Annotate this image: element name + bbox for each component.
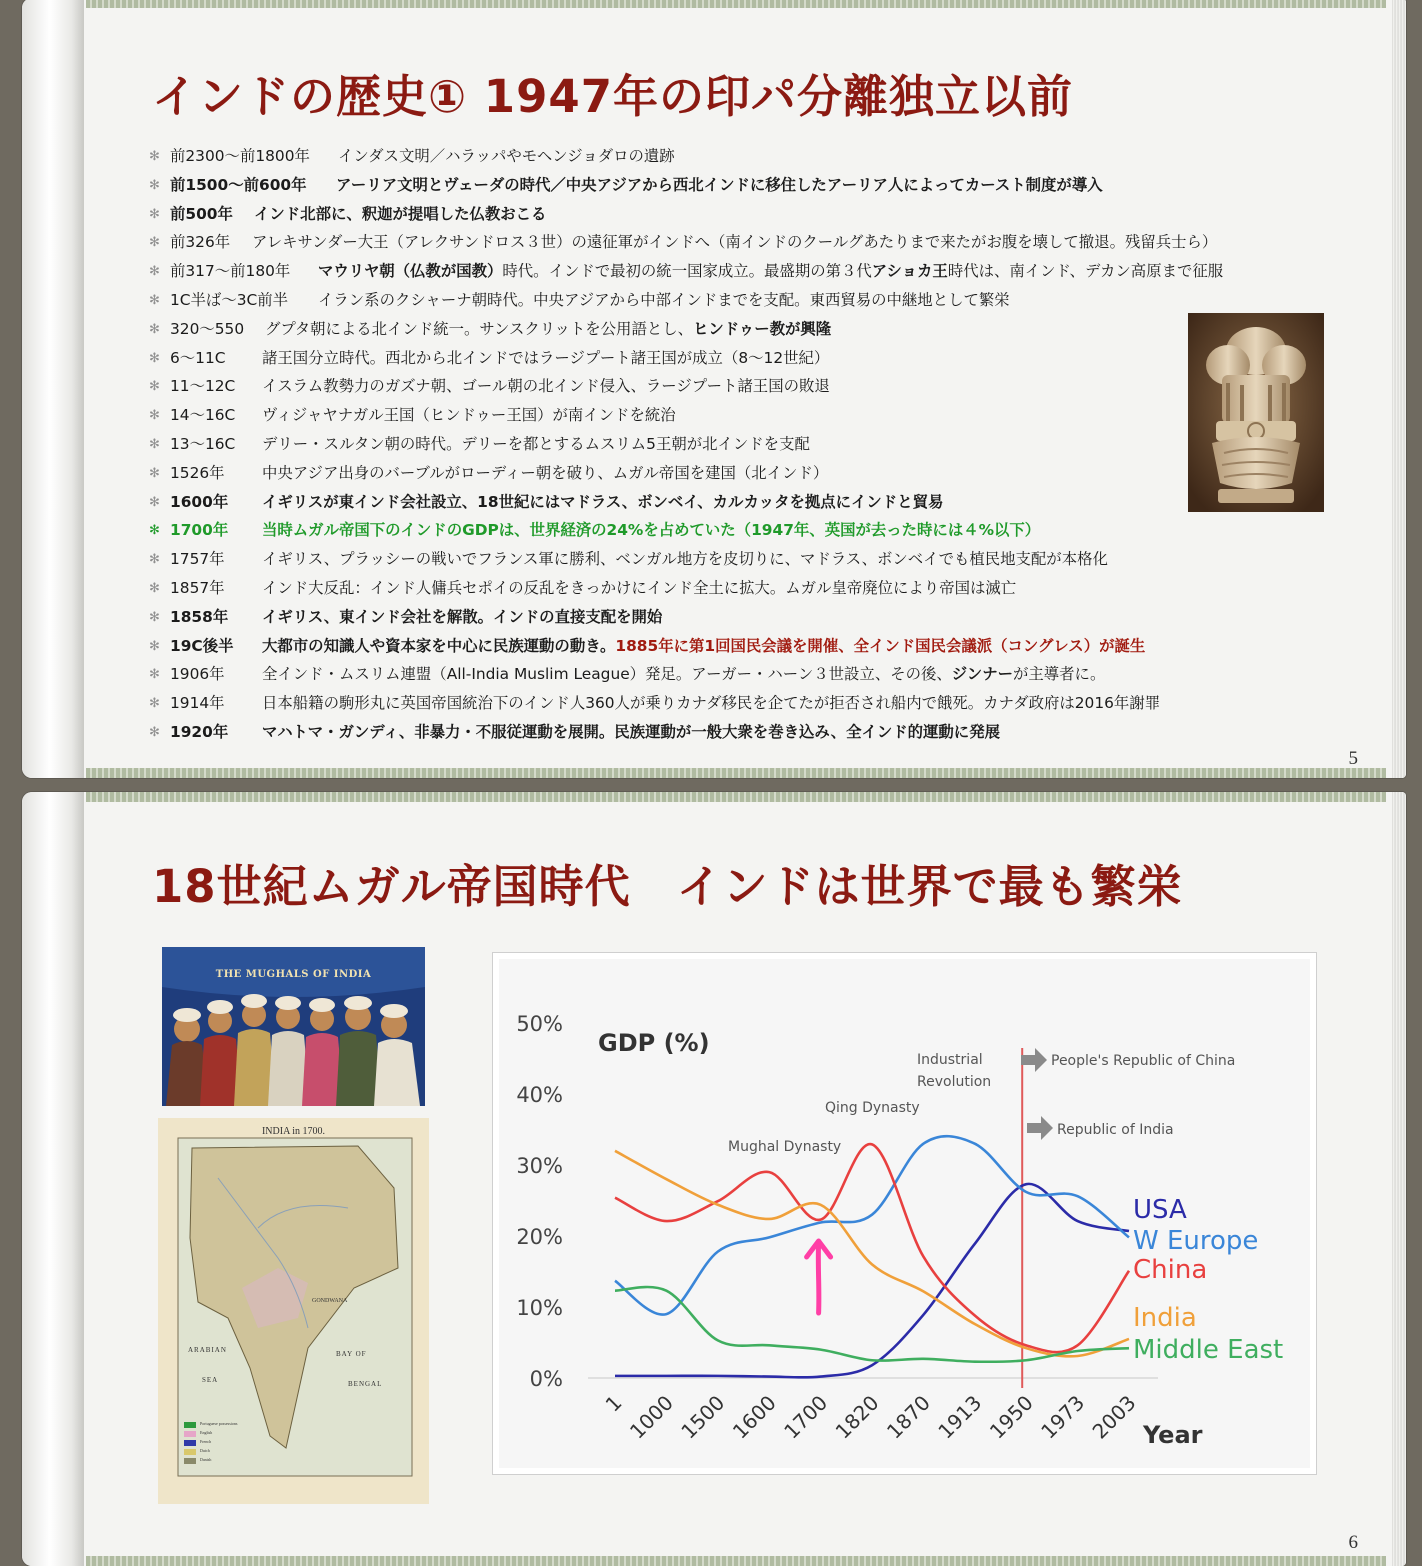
map-legend-item: Dutch [200, 1448, 210, 1453]
bullet-icon: ✻ [149, 609, 160, 625]
bullet-icon: ✻ [149, 724, 160, 740]
page-stitch [86, 792, 1386, 802]
timeline-item: ✻ 1906年 全インド・ムスリム連盟（All-India Muslim League）発足。アーガー・ハーン３世設立、その後、 ジンナー が主導者に。 [149, 665, 1106, 684]
timeline-item: ✻ 320～550 グプタ朝による北インド統一。サンスクリットを公用語とし、 ヒンドゥー教が興隆 [149, 319, 832, 338]
ashoka-lion-capital-photo [1188, 313, 1324, 512]
legend-label: China [1133, 1255, 1208, 1285]
y-tick-label: 20% [516, 1225, 563, 1249]
annotation-label: Qing Dynasty [825, 1100, 920, 1116]
page-number: 6 [1348, 1532, 1358, 1553]
legend-label: W Europe [1133, 1226, 1259, 1256]
annotation-label: Revolution [917, 1074, 992, 1090]
map-title: INDIA in 1700. [261, 1126, 326, 1137]
x-tick-label: 1500 [676, 1390, 730, 1444]
x-tick-label: 1913 [933, 1390, 987, 1444]
legend-label: USA [1133, 1195, 1187, 1225]
timeline-item: ✻ 前317～前180年 マウリヤ朝（仏教が国教） 時代。インドで最初の統一国家成立。最盛期の第３代 アショカ王 時代は、南インド、デカン高原まで征服 [149, 262, 1224, 281]
page-stitch [86, 1556, 1386, 1566]
slide-mughal-era [22, 792, 1406, 1566]
bullet-icon: ✻ [149, 552, 160, 568]
x-tick-label: 1700 [779, 1390, 833, 1444]
timeline-item: ✻ 1920年 マハトマ・ガンディ、非暴力・不服従運動を展開。民族運動が一般大衆を巻き込み、全インド的運動に発展 [149, 722, 1000, 741]
timeline-item: ✻ 13～16C デリー・スルタン朝の時代。デリーを都とするムスリム5王朝が北インドを支配 [149, 434, 810, 453]
timeline-item: ✻ 1914年 日本船籍の駒形丸に英国帝国統治下のインド人360人が乗りカナダ移民を企てたが拒否され船内で餓死。カナダ政府は2016年謝罪 [149, 694, 1161, 713]
map-label: BENGAL [348, 1380, 383, 1388]
x-tick-label: 1600 [727, 1390, 781, 1444]
india-map-illustration [158, 1118, 429, 1504]
bullet-icon: ✻ [149, 436, 160, 452]
image-caption: THE MUGHALS OF INDIA [215, 969, 372, 980]
timeline-item: ✻ 19C後半 大都市の知識人や資本家を中心に民族運動の動き。 1885年に第1回国民会議を開催、全インド国民会議派（コングレス）が誕生 [149, 636, 1146, 655]
bullet-icon: ✻ [149, 494, 160, 510]
bullet-icon: ✻ [149, 321, 160, 337]
y-tick-label: 40% [516, 1083, 563, 1107]
bullet-icon: ✻ [149, 379, 160, 395]
series-line-w-europe [615, 1136, 1129, 1314]
annotation-label: People's Republic of China [1051, 1053, 1236, 1069]
map-label: GONDWANA [312, 1298, 348, 1304]
page-number: 5 [1348, 748, 1358, 769]
bullet-icon: ✻ [149, 667, 160, 683]
timeline-item: ✻ 前500年 インド北部に、釈迦が提唱した仏教おこる [149, 204, 547, 223]
x-axis-label: Year [1143, 1421, 1203, 1449]
x-tick-label: 1820 [830, 1390, 884, 1444]
pink-arrow-icon [807, 1241, 831, 1313]
india-1700-map [158, 1118, 429, 1504]
y-tick-label: 50% [516, 1012, 563, 1036]
x-tick-label: 1000 [624, 1390, 678, 1444]
annotation-label: Industrial [917, 1052, 983, 1068]
slide-title: 18世紀ムガル帝国時代 インドは世界で最も繁栄 [152, 860, 1183, 913]
timeline-item: ✻ 前326年 アレキサンダー大王（アレクサンドロス３世）の遠征軍がインドへ（南インドのクールグあたりまで来たがお腹を壊して撤退。残留兵士ら） [149, 233, 1218, 252]
timeline-item-highlight: ✻ 1700年 当時ムガル帝国下のインドのGDPは、世界経済の24%を占めていた（1947年、英国が去った時には４%以下） [149, 521, 1041, 540]
legend-label: India [1133, 1303, 1197, 1333]
bullet-icon: ✻ [149, 523, 160, 539]
y-tick-label: 10% [516, 1296, 563, 1320]
timeline-item: ✻ 1526年 中央アジア出身のバーブルがローディー朝を破り、ムガル帝国を建国（北インド） [149, 463, 829, 482]
bullet-icon: ✻ [149, 292, 160, 308]
series-line-china [615, 1144, 1129, 1352]
bullet-icon: ✻ [149, 149, 160, 164]
gdp-share-chart [492, 952, 1317, 1475]
bullet-icon: ✻ [149, 264, 160, 280]
bullet-icon: ✻ [149, 696, 160, 712]
x-tick-label: 2003 [1087, 1390, 1141, 1444]
annotation-label: Republic of India [1057, 1122, 1174, 1138]
map-legend-item: Danish [200, 1457, 212, 1462]
timeline-item: ✻ 6～11C 諸王国分立時代。西北から北インドではラージプート諸王国が成立（8～12世紀） [149, 348, 830, 367]
x-tick-label: 1973 [1036, 1390, 1090, 1444]
timeline-item: ✻ 1858年 イギリス、東インド会社を解散。インドの直接支配を開始 [149, 607, 663, 626]
legend-label: Middle East [1133, 1335, 1284, 1365]
y-tick-label: 0% [529, 1367, 563, 1391]
map-legend-item: French [200, 1439, 212, 1444]
bullet-icon: ✻ [149, 235, 160, 251]
timeline-item: ✻ 1757年 イギリス、プラッシーの戦いでフランス軍に勝利、ベンガル地方を皮切りに、マドラス、ボンベイでも植民地支配が本格化 [149, 550, 1108, 569]
chart-title: GDP (%) [598, 1029, 710, 1057]
lion-capital-illustration [1188, 313, 1324, 512]
y-tick-label: 30% [516, 1154, 563, 1178]
timeline-item: ✻ 前2300～前1800年 インダス文明／ハラッパやモヘンジョダロの遺跡 [149, 147, 675, 165]
annotation-label: Mughal Dynasty [728, 1139, 842, 1155]
bullet-icon: ✻ [149, 206, 160, 222]
bullet-icon: ✻ [149, 408, 160, 424]
slide-title: インドの歴史① 1947年の印パ分離独立以前 [152, 70, 1074, 123]
series-line-india [615, 1151, 1129, 1357]
map-label: ARABIAN [188, 1346, 227, 1354]
mughals-of-india-image [162, 947, 425, 1106]
page-stitch [86, 768, 1386, 778]
bullet-icon: ✻ [149, 177, 160, 193]
timeline-item: ✻ 前1500～前600年 アーリア文明とヴェーダの時代／中央アジアから西北インドに移住したアーリア人によってカースト制度が導入 [149, 175, 1103, 194]
arrow-right-icon [1021, 1048, 1047, 1072]
timeline-item: ✻ 1C半ば～3C前半 イラン系のクシャーナ朝時代。中央アジアから中部インドまでを支配。東西貿易の中継地として繁栄 [149, 290, 1010, 309]
x-tick-label: 1870 [881, 1390, 935, 1444]
page-stitch [86, 0, 1386, 8]
series-line-usa [615, 1184, 1129, 1378]
x-tick-label: 1950 [984, 1390, 1038, 1444]
x-tick-label: 1 [600, 1390, 627, 1417]
bullet-icon: ✻ [149, 638, 160, 654]
timeline-item: ✻ 11～12C イスラム教勢力のガズナ朝、ゴール朝の北インド侵入、ラージプート諸王国の敗退 [149, 377, 830, 396]
timeline-item: ✻ 1600年 イギリスが東インド会社設立、18世紀にはマドラス、ボンベイ、カルカッタを拠点にインドと貿易 [149, 492, 944, 511]
slide-india-history [22, 0, 1406, 778]
arrow-right-icon [1027, 1116, 1053, 1140]
timeline-item: ✻ 1857年 インド大反乱：インド人傭兵セポイの反乱をきっかけにインド全土に拡大。ムガル皇帝廃位により帝国は滅亡 [149, 578, 1017, 597]
bullet-icon: ✻ [149, 580, 160, 596]
gdp-chart-svg [493, 953, 1316, 1474]
map-label: SEA [202, 1376, 219, 1384]
map-legend-item: English [200, 1430, 213, 1435]
bullet-icon: ✻ [149, 465, 160, 481]
map-legend-item: Portuguese possessions [200, 1421, 238, 1426]
bullet-icon: ✻ [149, 350, 160, 366]
timeline-item: ✻ 14～16C ヴィジャヤナガル王国（ヒンドゥー王国）が南インドを統治 [149, 406, 676, 425]
map-label: BAY OF [336, 1350, 367, 1358]
